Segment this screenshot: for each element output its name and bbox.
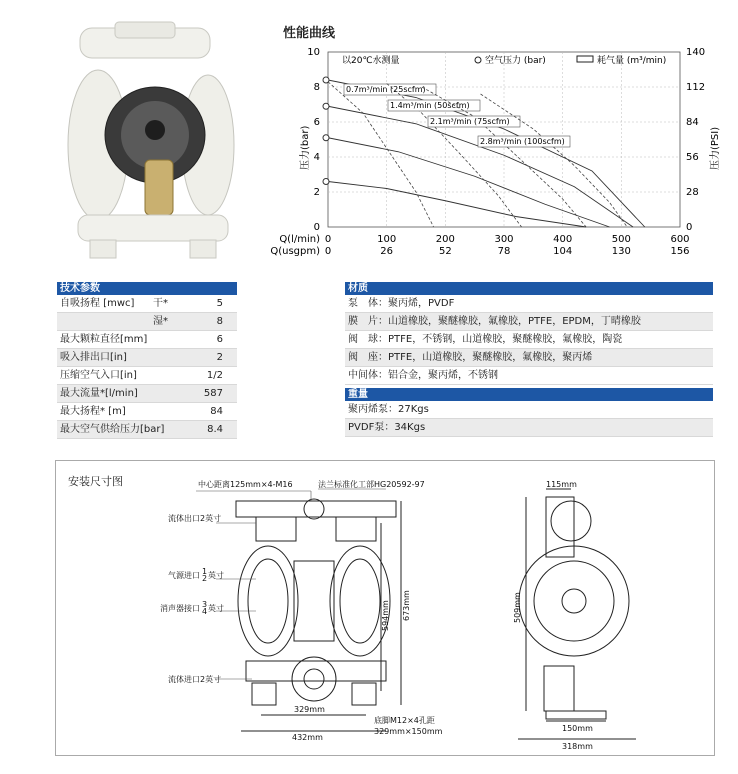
- y-tick-right: 140: [686, 47, 706, 58]
- svg-text:4: 4: [202, 607, 208, 616]
- x-tick-usgpm: 0: [324, 246, 332, 257]
- x-tick-lpm: 600: [670, 234, 690, 245]
- material-row: 阀 球：PTFE，不锈钢，山道橡胶，聚醚橡胶，氟橡胶，陶瓷: [345, 331, 713, 349]
- weight-header: 重量: [345, 388, 713, 401]
- dim-329: 329mm: [294, 705, 325, 714]
- tech-params-table: [57, 282, 237, 439]
- x-tick-lpm: 300: [494, 234, 514, 245]
- pump-photo: [60, 20, 240, 260]
- dim-150: 150mm: [562, 724, 593, 733]
- dim-432: 432mm: [292, 733, 323, 742]
- y-tick-left: 4: [313, 152, 320, 163]
- material-row: 中间体：铝合金，聚丙烯，不锈钢: [345, 367, 713, 385]
- tech-param-qualifier: 湿*: [153, 316, 168, 327]
- x-axis-label-lpm: Q(l/min): [279, 234, 320, 245]
- air-consumption-label: 2.8m³/min (100scfm): [480, 137, 565, 146]
- tech-param-qualifier: [153, 349, 183, 366]
- x-tick-lpm: 200: [435, 234, 455, 245]
- tech-param-name: 最大扬程* [m]: [60, 406, 126, 417]
- tech-param-value: 1/2: [206, 370, 223, 381]
- label-outlet: 流体出口2英寸: [168, 514, 222, 523]
- y-tick-right: 112: [686, 82, 706, 93]
- y-tick-right: 56: [686, 152, 699, 163]
- tech-param-row: [57, 331, 237, 349]
- weight-row: PVDF泵：34Kgs: [345, 419, 713, 437]
- tech-param-qualifier: [164, 421, 189, 438]
- tech-param-qualifier: [153, 403, 183, 420]
- x-tick-usgpm: 130: [611, 246, 631, 257]
- pressure-start-marker: [323, 135, 329, 141]
- y-tick-right: 28: [686, 187, 699, 198]
- svg-text:1: 1: [202, 567, 208, 576]
- y-tick-left: 8: [313, 82, 320, 93]
- x-tick-usgpm: 104: [553, 246, 573, 257]
- svg-text:消声器接口: 消声器接口: [160, 604, 200, 613]
- legend-pressure: 空气压力 (bar): [485, 56, 546, 66]
- dim-594: 594mm: [381, 600, 390, 631]
- label-muffler-port: [160, 600, 224, 616]
- y-axis-label-left: 压力(bar): [300, 125, 311, 170]
- tech-param-qualifier: [153, 331, 183, 348]
- air-consumption-label: 1.4m³/min (50scfm): [390, 101, 470, 110]
- install-title: 安装尺寸图: [68, 475, 123, 488]
- tech-param-value: 84: [210, 406, 223, 417]
- air-consumption-label: 0.7m³/min (25scfm): [346, 85, 426, 94]
- x-tick-lpm: 100: [377, 234, 397, 245]
- performance-title: 性能曲线: [283, 26, 336, 41]
- x-tick-lpm: 400: [553, 234, 573, 245]
- tech-param-value: 587: [203, 388, 223, 399]
- x-tick-usgpm: 156: [670, 246, 690, 257]
- tech-param-row: [57, 421, 237, 439]
- install-drawing: [56, 461, 714, 755]
- svg-text:英寸: 英寸: [208, 604, 224, 613]
- tech-param-value: 5: [216, 298, 223, 309]
- tech-param-row: [57, 295, 237, 313]
- materials-header: 材质: [345, 282, 713, 295]
- y-tick-left: 6: [313, 117, 320, 128]
- tech-param-name: [57, 313, 153, 330]
- material-row: 泵 体：聚丙烯，PVDF: [345, 295, 713, 313]
- materials-table: [345, 282, 713, 437]
- tech-param-name: 最大空气供给压力[bar]: [60, 424, 165, 435]
- tech-param-value: 6: [216, 334, 223, 345]
- label-inlet: 流体进口2英寸: [168, 675, 222, 684]
- x-tick-usgpm: 78: [497, 246, 511, 257]
- svg-text:英寸: 英寸: [208, 571, 224, 580]
- y-tick-left: 0: [313, 222, 320, 233]
- dim-115: 115mm: [546, 480, 577, 489]
- dim-509: 509mm: [513, 592, 522, 623]
- x-axis-label-usgpm: Q(usgpm): [270, 246, 320, 257]
- tech-param-row: [57, 349, 237, 367]
- material-row: 膜 片：山道橡胶，聚醚橡胶，氟橡胶，PTFE，EPDM，丁晴橡胶: [345, 313, 713, 331]
- pressure-start-marker: [323, 103, 329, 109]
- air-consumption-label: 2.1m³/min (75scfm): [430, 117, 510, 126]
- chart-note: 以20℃水测量: [342, 56, 400, 66]
- tech-param-row: [57, 313, 237, 331]
- label-flange-standard: 法兰标准化工部HG20592-97: [318, 480, 425, 489]
- legend-air: 耗气量 (m³/min): [597, 56, 667, 66]
- tech-param-row: [57, 385, 237, 403]
- tech-param-row: [57, 367, 237, 385]
- pressure-start-marker: [323, 179, 329, 185]
- y-axis-label-right: 压力(PSI): [710, 126, 721, 170]
- tech-param-name: 最大颗粒直径[mm]: [60, 334, 148, 345]
- x-tick-usgpm: 26: [380, 246, 394, 257]
- y-tick-left: 2: [313, 187, 320, 198]
- y-tick-right: 84: [686, 117, 699, 128]
- tech-param-name: 自吸扬程 [mwc]: [60, 298, 135, 309]
- tech-params-header: 技术参数: [57, 282, 237, 295]
- x-tick-lpm: 0: [324, 234, 332, 245]
- y-tick-right: 0: [686, 222, 693, 233]
- weight-row: 聚丙烯泵：27Kgs: [345, 401, 713, 419]
- tech-param-row: [57, 403, 237, 421]
- tech-param-value: 8: [216, 316, 223, 327]
- tech-param-value: 8.4: [207, 424, 223, 435]
- tech-param-name: 吸入排出口[in]: [60, 352, 127, 363]
- x-tick-usgpm: 52: [438, 246, 452, 257]
- y-tick-left: 10: [307, 47, 320, 58]
- tech-param-qualifier: 干*: [153, 298, 168, 309]
- label-center-distance: 中心距离125mm×4-M16: [198, 480, 293, 489]
- dim-318: 318mm: [562, 742, 593, 751]
- tech-param-qualifier: [153, 385, 183, 402]
- tech-param-name: 压缩空气入口[in]: [60, 370, 137, 381]
- tech-param-name: 最大流量*[l/min]: [60, 388, 138, 399]
- label-feet-spacing: 329mm×150mm: [374, 727, 443, 736]
- label-air-inlet: [168, 567, 224, 583]
- tech-param-value: 2: [216, 352, 223, 363]
- performance-chart: [270, 40, 730, 265]
- dim-673: 673mm: [402, 590, 411, 621]
- svg-text:气源进口: 气源进口: [168, 571, 200, 580]
- x-tick-lpm: 500: [611, 234, 631, 245]
- svg-text:2: 2: [202, 574, 208, 583]
- label-feet: 底脚M12×4孔距: [374, 716, 435, 725]
- install-drawing-panel: [55, 460, 715, 756]
- svg-text:3: 3: [202, 600, 208, 609]
- material-row: 阀 座：PTFE，山道橡胶，聚醚橡胶，氟橡胶，聚丙烯: [345, 349, 713, 367]
- tech-param-qualifier: [153, 367, 183, 384]
